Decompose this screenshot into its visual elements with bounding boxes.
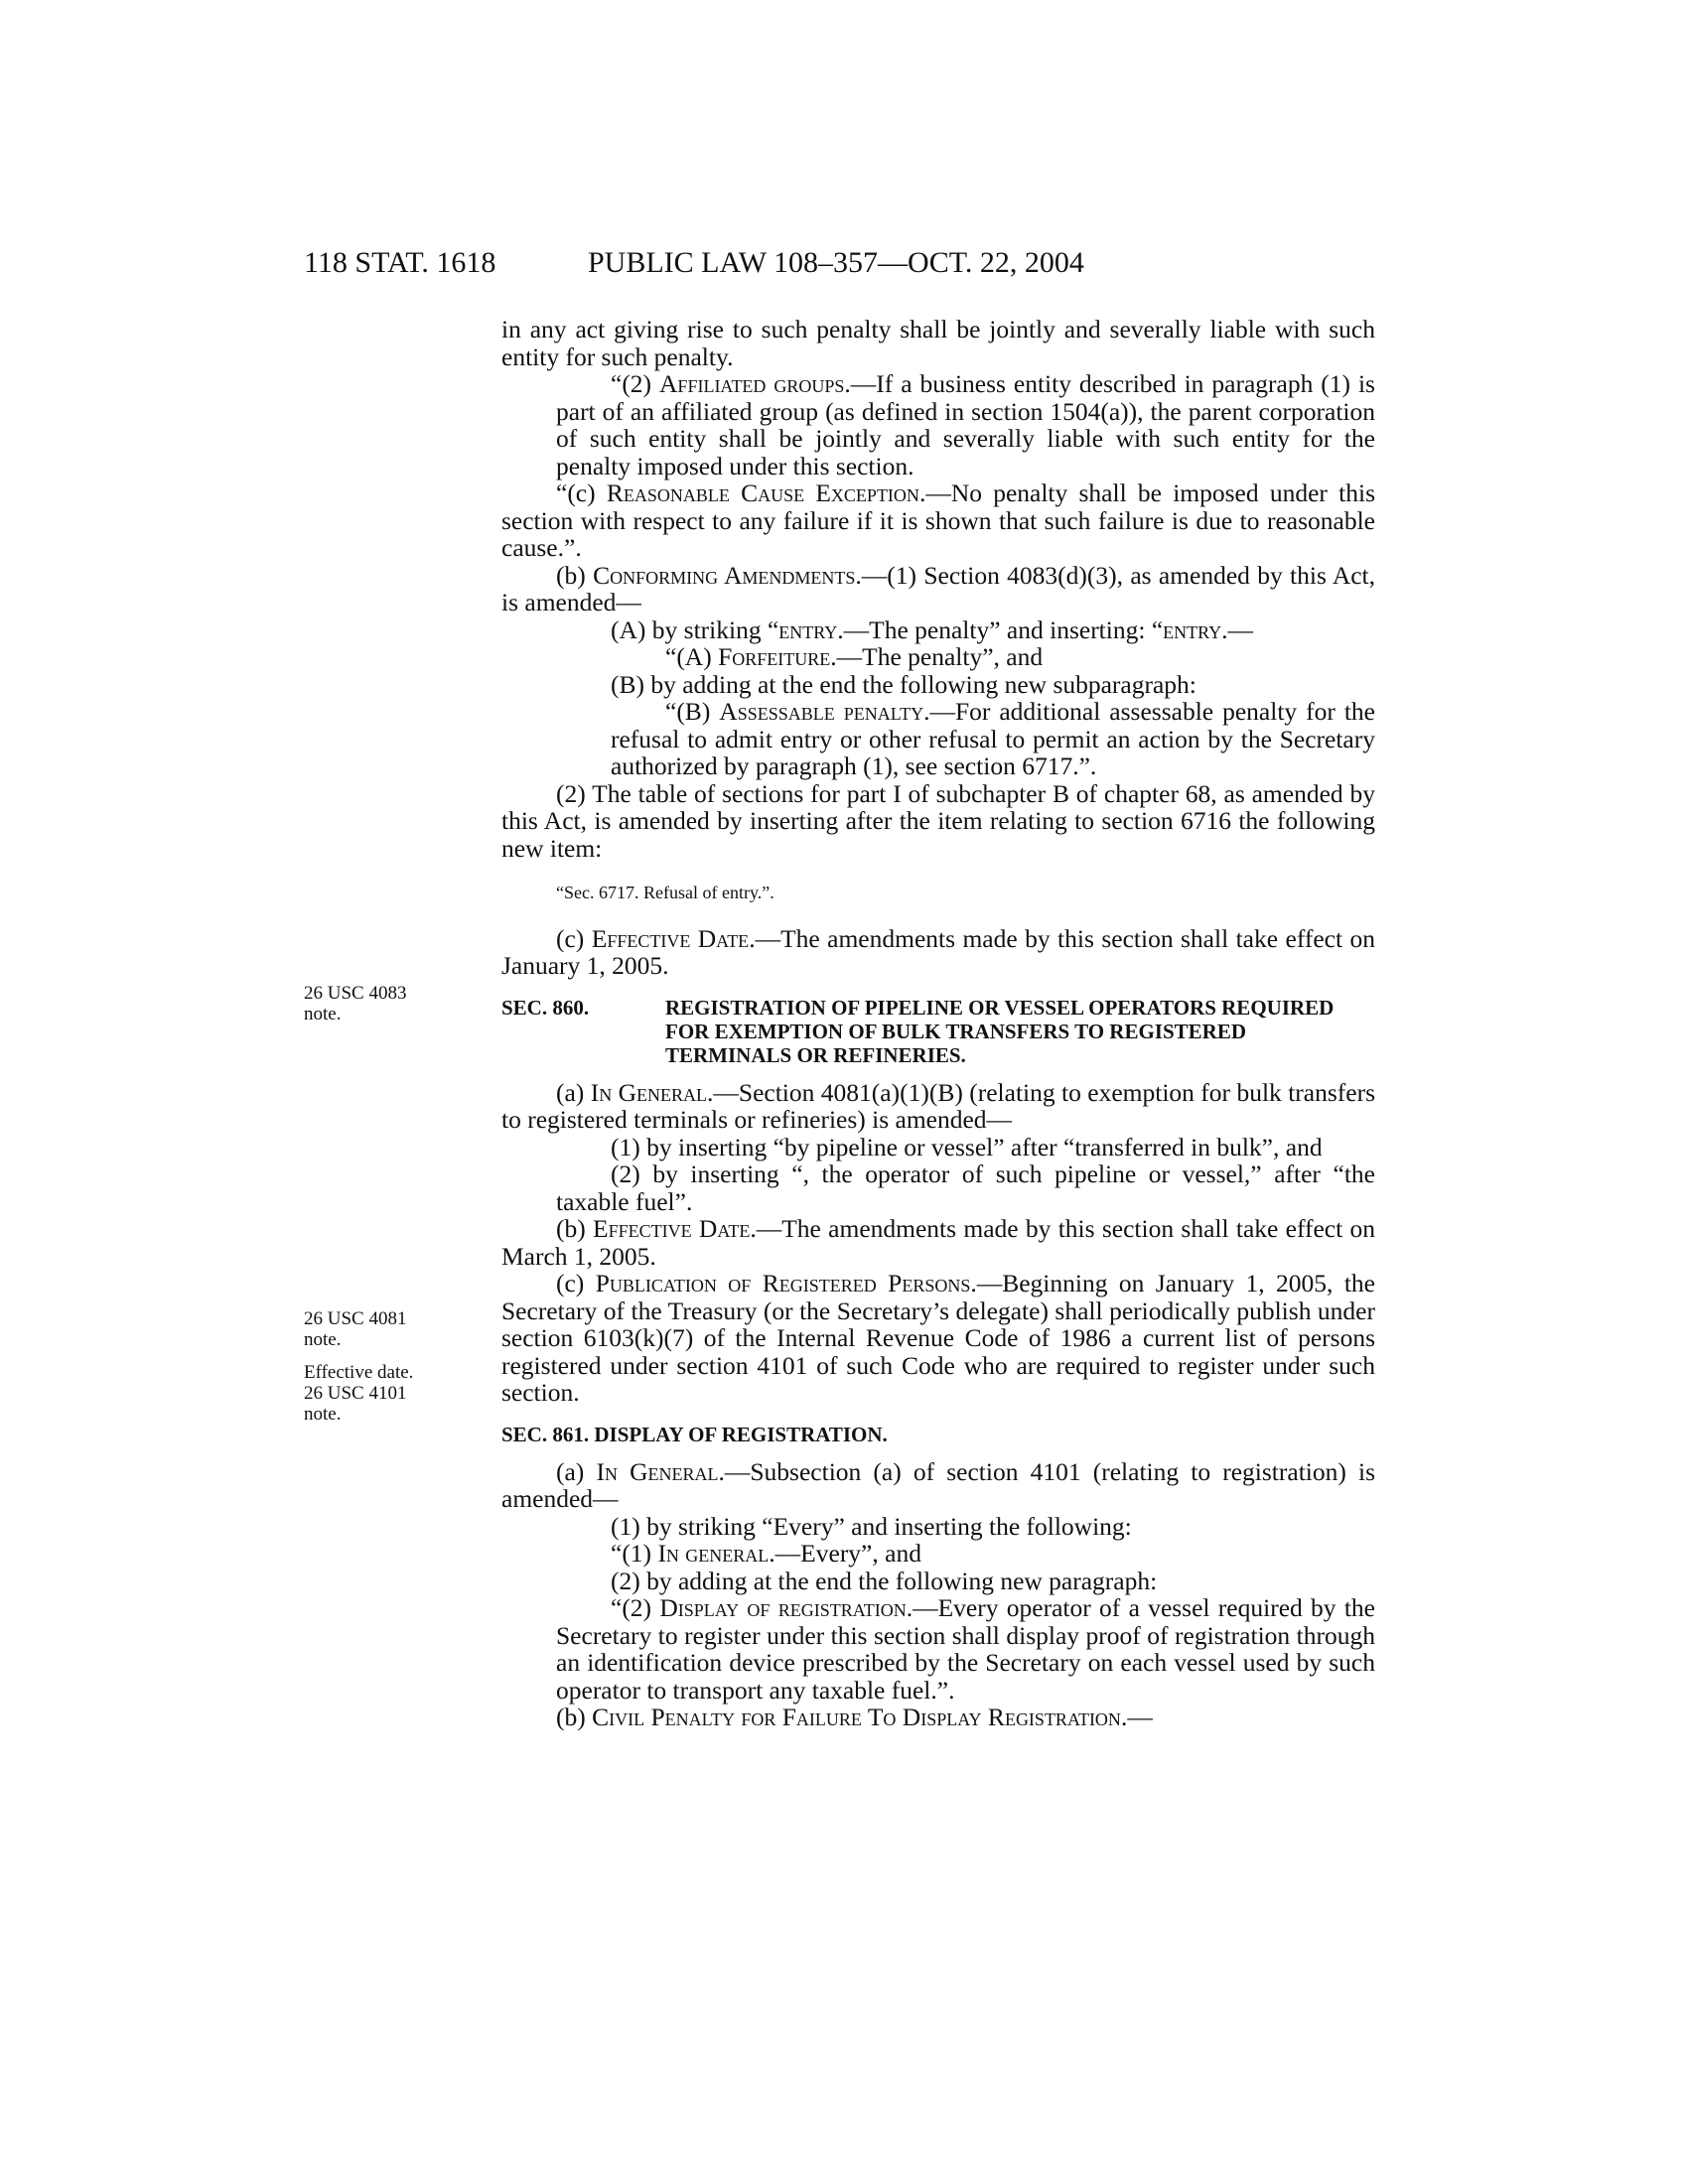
paragraph: “(c) Reasonable Cause Exception.—No penalty shall be imposed under this section with respect to any failure if it is shown that such failure is due to reasonable cause.”. (501, 478, 1376, 562)
paragraph: (b) Civil Penalty for Failure To Display Registration.— (556, 1703, 1153, 1731)
heading-reasonable-cause: Reasonable Cause Exception (606, 478, 919, 507)
heading-civil-penalty: Civil Penalty for Failure To Display Registration (592, 1703, 1121, 1731)
running-title: PUBLIC LAW 108–357—OCT. 22, 2004 (588, 246, 1084, 279)
margin-note-effective-date: Effective date. 26 USC 4101 note. (304, 1362, 414, 1425)
paragraph: (A) by striking “entry.—The penalty” and inserting: “entry.— (611, 614, 1254, 644)
margin-note-usc-4083: 26 USC 4083 note. (304, 983, 407, 1024)
margin-note-usc-4081: 26 USC 4081 note. (304, 1308, 407, 1350)
paragraph: “(A) Forfeiture.—The penalty”, and (665, 642, 1044, 671)
paragraph: (1) by inserting “by pipeline or vessel” after “transferred in bulk”, and (611, 1132, 1323, 1161)
paragraph: (a) In General.—Subsection (a) of section 4101 (relating to registration) is amended— (501, 1456, 1375, 1513)
section-heading-860: SEC. 860. REGISTRATION OF PIPELINE OR VESSEL OPERATORS REQUIRED FOR EXEMPTION OF BULK TRANSFERS TO REGISTERED TERMINALS OR REFINERIES. (501, 995, 1335, 1067)
paragraph: (a) In General.—Section 4081(a)(1)(B) (relating to exemption for bulk transfers to registered terminals or refineries) is amended— (501, 1077, 1375, 1134)
paragraph: (1) by striking “Every” and inserting the following: (611, 1511, 1132, 1541)
page-header (0, 246, 1688, 286)
heading-effective-date: Effective Date (593, 1214, 751, 1243)
paragraph: “(2) Affiliated groups.—If a business entity described in paragraph (1) is part of an affiliated group (as defined in section 1504(a)), the parent corporation of such entity shall be jointly and severally liable with such entity for the penalty imposed under this section. (556, 369, 1375, 480)
heading-conforming-amendments: Conforming Amendments (593, 560, 856, 590)
paragraph: (2) by inserting “, the operator of such pipeline or vessel,” after “the taxable fuel”. (556, 1160, 1375, 1216)
heading-publication: Publication of Registered Persons (595, 1269, 971, 1297)
stat-page-number: 118 STAT. 1618 (304, 246, 496, 279)
paragraph: “(B) Assessable penalty.—For additional assessable penalty for the refusal to admit entry or other refusal to permit an action by the Secretary authorized by paragraph (1), see section 6717.”. (611, 697, 1375, 780)
heading-in-general: In general (657, 1539, 770, 1568)
heading-display-of-registration: Display of registration (659, 1593, 907, 1622)
paragraph: (b) Conforming Amendments.—(1) Section 4083(d)(3), as amended by this Act, is amended— (501, 560, 1376, 616)
paragraph: (b) Effective Date.—The amendments made by this section shall take effect on March 1, 2005. (501, 1214, 1376, 1271)
paragraph: (c) Effective Date.—The amendments made by this section shall take effect on January 1, 2005. (501, 923, 1376, 980)
heading-in-general: In General (596, 1456, 719, 1486)
paragraph: in any act giving rise to such penalty shall be jointly and severally liable with such entity for such penalty. (501, 315, 1375, 371)
paragraph: “(1) In general.—Every”, and (611, 1539, 921, 1568)
table-of-sections-item: “Sec. 6717. Refusal of entry.”. (556, 883, 774, 902)
paragraph: (c) Publication of Registered Persons.—Beginning on January 1, 2005, the Secretary of the Treasury (or the Secretary’s delegate) shall periodically publish under section 6103(k)(7) of the Internal Revenue Code of 1986 a current list of persons registered under section 4101 of such Code who are required to register under such section. (501, 1269, 1375, 1407)
paragraph: “(2) Display of registration.—Every operator of a vessel required by the Secretary to register under this section shall display proof of registration through an identification device prescribed by the Secretary on each vessel used by such operator to transport any taxable fuel.”. (556, 1593, 1376, 1705)
section-heading-861: SEC. 861. DISPLAY OF REGISTRATION. (501, 1422, 888, 1446)
heading-forfeiture: Forfeiture (718, 642, 831, 671)
heading-assessable-penalty: Assessable penalty (719, 697, 924, 726)
heading-effective-date: Effective Date (591, 923, 750, 953)
statute-text (501, 316, 1375, 1731)
paragraph: (2) by adding at the end the following new paragraph: (611, 1566, 1158, 1595)
heading-affiliated-groups: Affiliated groups (659, 369, 845, 398)
paragraph: (2) The table of sections for part I of subchapter B of chapter 68, as amended by this Act, is amended by inserting after the item relating to section 6716 the following new item: (501, 778, 1375, 863)
heading-in-general: In General (590, 1077, 708, 1107)
paragraph: (B) by adding at the end the following new subparagraph: (611, 669, 1196, 699)
